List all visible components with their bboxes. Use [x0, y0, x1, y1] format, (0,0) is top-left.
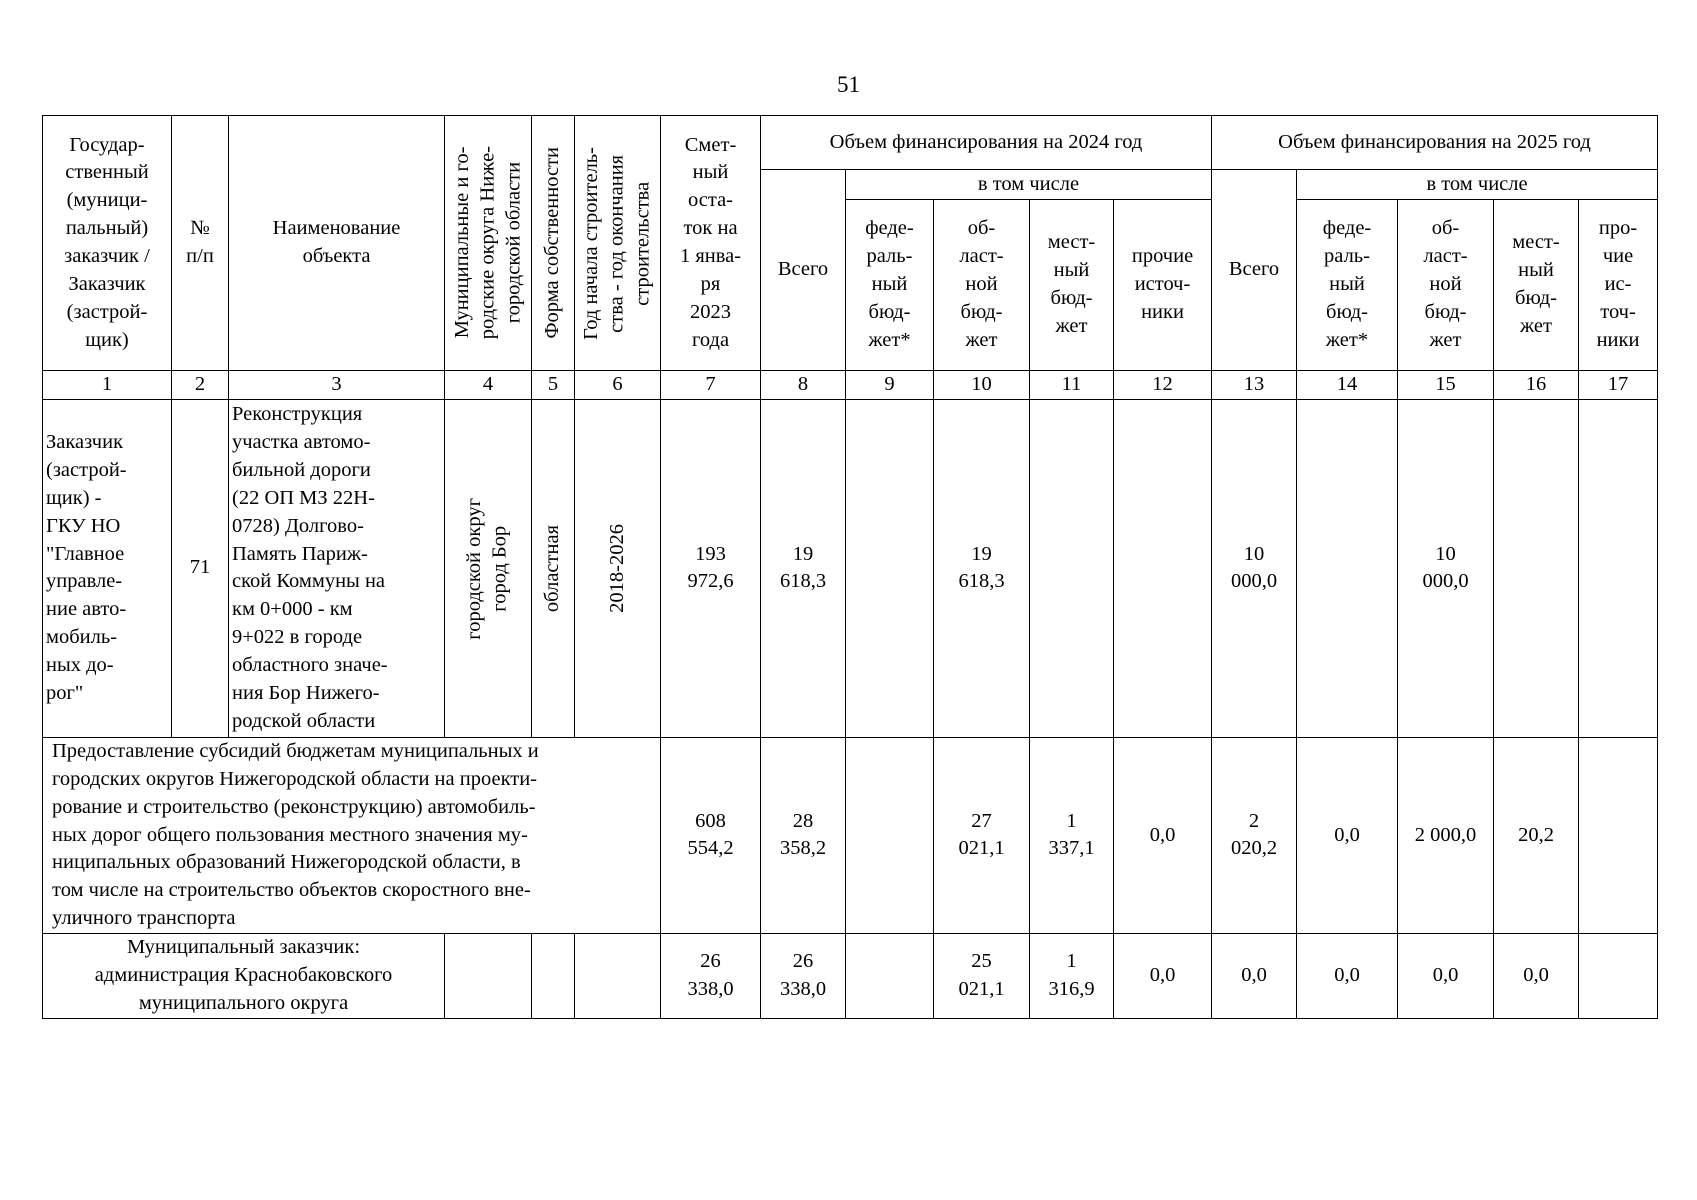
column-number: 4: [445, 371, 532, 400]
header-ownership-text: Форма собственности: [541, 147, 564, 339]
object-regional-2024: 19 618,3: [934, 399, 1030, 737]
object-name: Реконструкция участка автомо- бильной дороги (22 ОП МЗ 22Н- 0728) Долгово- Память Париж- ской Коммуны на км 0+000 - км 9+022 в городе областного значе- ния Бор Нижего- родской области: [229, 399, 445, 737]
municipal-balance: 26 338,0: [661, 934, 761, 1019]
header-object-name: Наименование объекта: [229, 116, 445, 371]
subsidy-regional-2024: 27 021,1: [934, 737, 1030, 933]
object-ownership: [532, 399, 575, 737]
column-number: 5: [532, 371, 575, 400]
object-years: [575, 399, 661, 737]
column-number: 8: [761, 371, 846, 400]
subsidy-other-2024: 0,0: [1114, 737, 1212, 933]
header-total-2024: Всего: [761, 170, 846, 371]
subsidy-title: Предоставление субсидий бюджетам муниципальных и городских округов Нижегородской области на проекти- рование и строительство (реконструкцию) автомобиль- ных дорог общего пользования местного значения му- ниципальных образований Нижегородской области, в том числе на строительство объектов скоростного вне- уличного транспорта: [43, 737, 661, 933]
header-municipalities-text: Муниципальные и го- родские округа Ниже- городской области: [450, 146, 524, 340]
header-municipalities: [445, 116, 532, 371]
page-number: 51: [837, 72, 860, 97]
header-other-2024: прочие источ- ники: [1114, 200, 1212, 371]
header-customer: Государ- ственный (муници- пальный) заказчик / Заказчик (застрой- щик): [43, 116, 172, 371]
column-numbers-row: [43, 371, 1658, 400]
object-years-text: 2018-2026: [605, 523, 628, 613]
municipal-other-2024: 0,0: [1114, 934, 1212, 1019]
header-years-text: Год начала строитель- ства - год окончания строительства: [580, 146, 654, 340]
column-number: 12: [1114, 371, 1212, 400]
header-other-2025: про- чие ис- точ- ники: [1579, 200, 1658, 371]
header-regional-2024: об- ласт- ной бюд- жет: [934, 200, 1030, 371]
column-number: 15: [1398, 371, 1494, 400]
object-local-2024: [1030, 399, 1114, 737]
header-local-2025: мест- ный бюд- жет: [1494, 200, 1579, 371]
subsidy-other-2025: [1579, 737, 1658, 933]
column-number: 1: [43, 371, 172, 400]
object-customer: Заказчик (застрой- щик) - ГКУ НО "Главное управле- ние авто- мобиль- ных до- рог": [43, 399, 172, 737]
subsidy-balance: 608 554,2: [661, 737, 761, 933]
column-number: 3: [229, 371, 445, 400]
municipal-federal-2024: [846, 934, 934, 1019]
subsidy-local-2025: 20,2: [1494, 737, 1579, 933]
header-ownership: [532, 116, 575, 371]
header-local-2024: мест- ный бюд- жет: [1030, 200, 1114, 371]
object-local-2025: [1494, 399, 1579, 737]
subsidy-federal-2025: 0,0: [1297, 737, 1398, 933]
subsidy-total-2024: 28 358,2: [761, 737, 846, 933]
municipal-empty-5: [532, 934, 575, 1019]
header-funding-2024: Объем финансирования на 2024 год: [761, 116, 1212, 170]
financing-table: [42, 115, 1658, 1019]
object-ownership-text: областная: [541, 524, 564, 612]
object-total-2024: 19 618,3: [761, 399, 846, 737]
municipal-federal-2025: 0,0: [1297, 934, 1398, 1019]
table-row-subsidy: [43, 737, 1658, 933]
subsidy-local-2024: 1 337,1: [1030, 737, 1114, 933]
header-including-2025: в том числе: [1297, 170, 1658, 200]
object-municipality-text: городской округ город Бор: [463, 497, 511, 640]
municipal-empty-4: [445, 934, 532, 1019]
municipal-regional-2024: 25 021,1: [934, 934, 1030, 1019]
subsidy-federal-2024: [846, 737, 934, 933]
header-funding-2025: Объем финансирования на 2025 год: [1212, 116, 1658, 170]
object-number: 71: [172, 399, 229, 737]
table-row-object: [43, 399, 1658, 737]
object-federal-2025: [1297, 399, 1398, 737]
header-number: № п/п: [172, 116, 229, 371]
municipal-regional-2025: 0,0: [1398, 934, 1494, 1019]
municipal-total-2024: 26 338,0: [761, 934, 846, 1019]
column-number: 13: [1212, 371, 1297, 400]
header-including-2024: в том числе: [846, 170, 1212, 200]
municipal-title: Муниципальный заказчик: администрация Краснобаковского муниципального округа: [43, 934, 445, 1019]
subsidy-regional-2025: 2 000,0: [1398, 737, 1494, 933]
header-federal-2024: феде- раль- ный бюд- жет*: [846, 200, 934, 371]
header-years: [575, 116, 661, 371]
object-total-2025: 10 000,0: [1212, 399, 1297, 737]
column-number: 9: [846, 371, 934, 400]
column-number: 11: [1030, 371, 1114, 400]
object-other-2025: [1579, 399, 1658, 737]
object-federal-2024: [846, 399, 934, 737]
municipal-local-2025: 0,0: [1494, 934, 1579, 1019]
municipal-other-2025: [1579, 934, 1658, 1019]
column-number: 17: [1579, 371, 1658, 400]
header-row-1: [43, 116, 1658, 170]
column-number: 14: [1297, 371, 1398, 400]
header-total-2025: Всего: [1212, 170, 1297, 371]
object-regional-2025: 10 000,0: [1398, 399, 1494, 737]
object-municipality: [445, 399, 532, 737]
subsidy-total-2025: 2 020,2: [1212, 737, 1297, 933]
column-number: 7: [661, 371, 761, 400]
header-estimated-balance: Смет- ный оста- ток на 1 янва- ря 2023 года: [661, 116, 761, 371]
municipal-empty-6: [575, 934, 661, 1019]
header-regional-2025: об- ласт- ной бюд- жет: [1398, 200, 1494, 371]
column-number: 6: [575, 371, 661, 400]
column-number: 10: [934, 371, 1030, 400]
municipal-local-2024: 1 316,9: [1030, 934, 1114, 1019]
column-number: 16: [1494, 371, 1579, 400]
table-row-municipal: [43, 934, 1658, 1019]
object-other-2024: [1114, 399, 1212, 737]
header-federal-2025: феде- раль- ный бюд- жет*: [1297, 200, 1398, 371]
object-balance: 193 972,6: [661, 399, 761, 737]
column-number: 2: [172, 371, 229, 400]
municipal-total-2025: 0,0: [1212, 934, 1297, 1019]
